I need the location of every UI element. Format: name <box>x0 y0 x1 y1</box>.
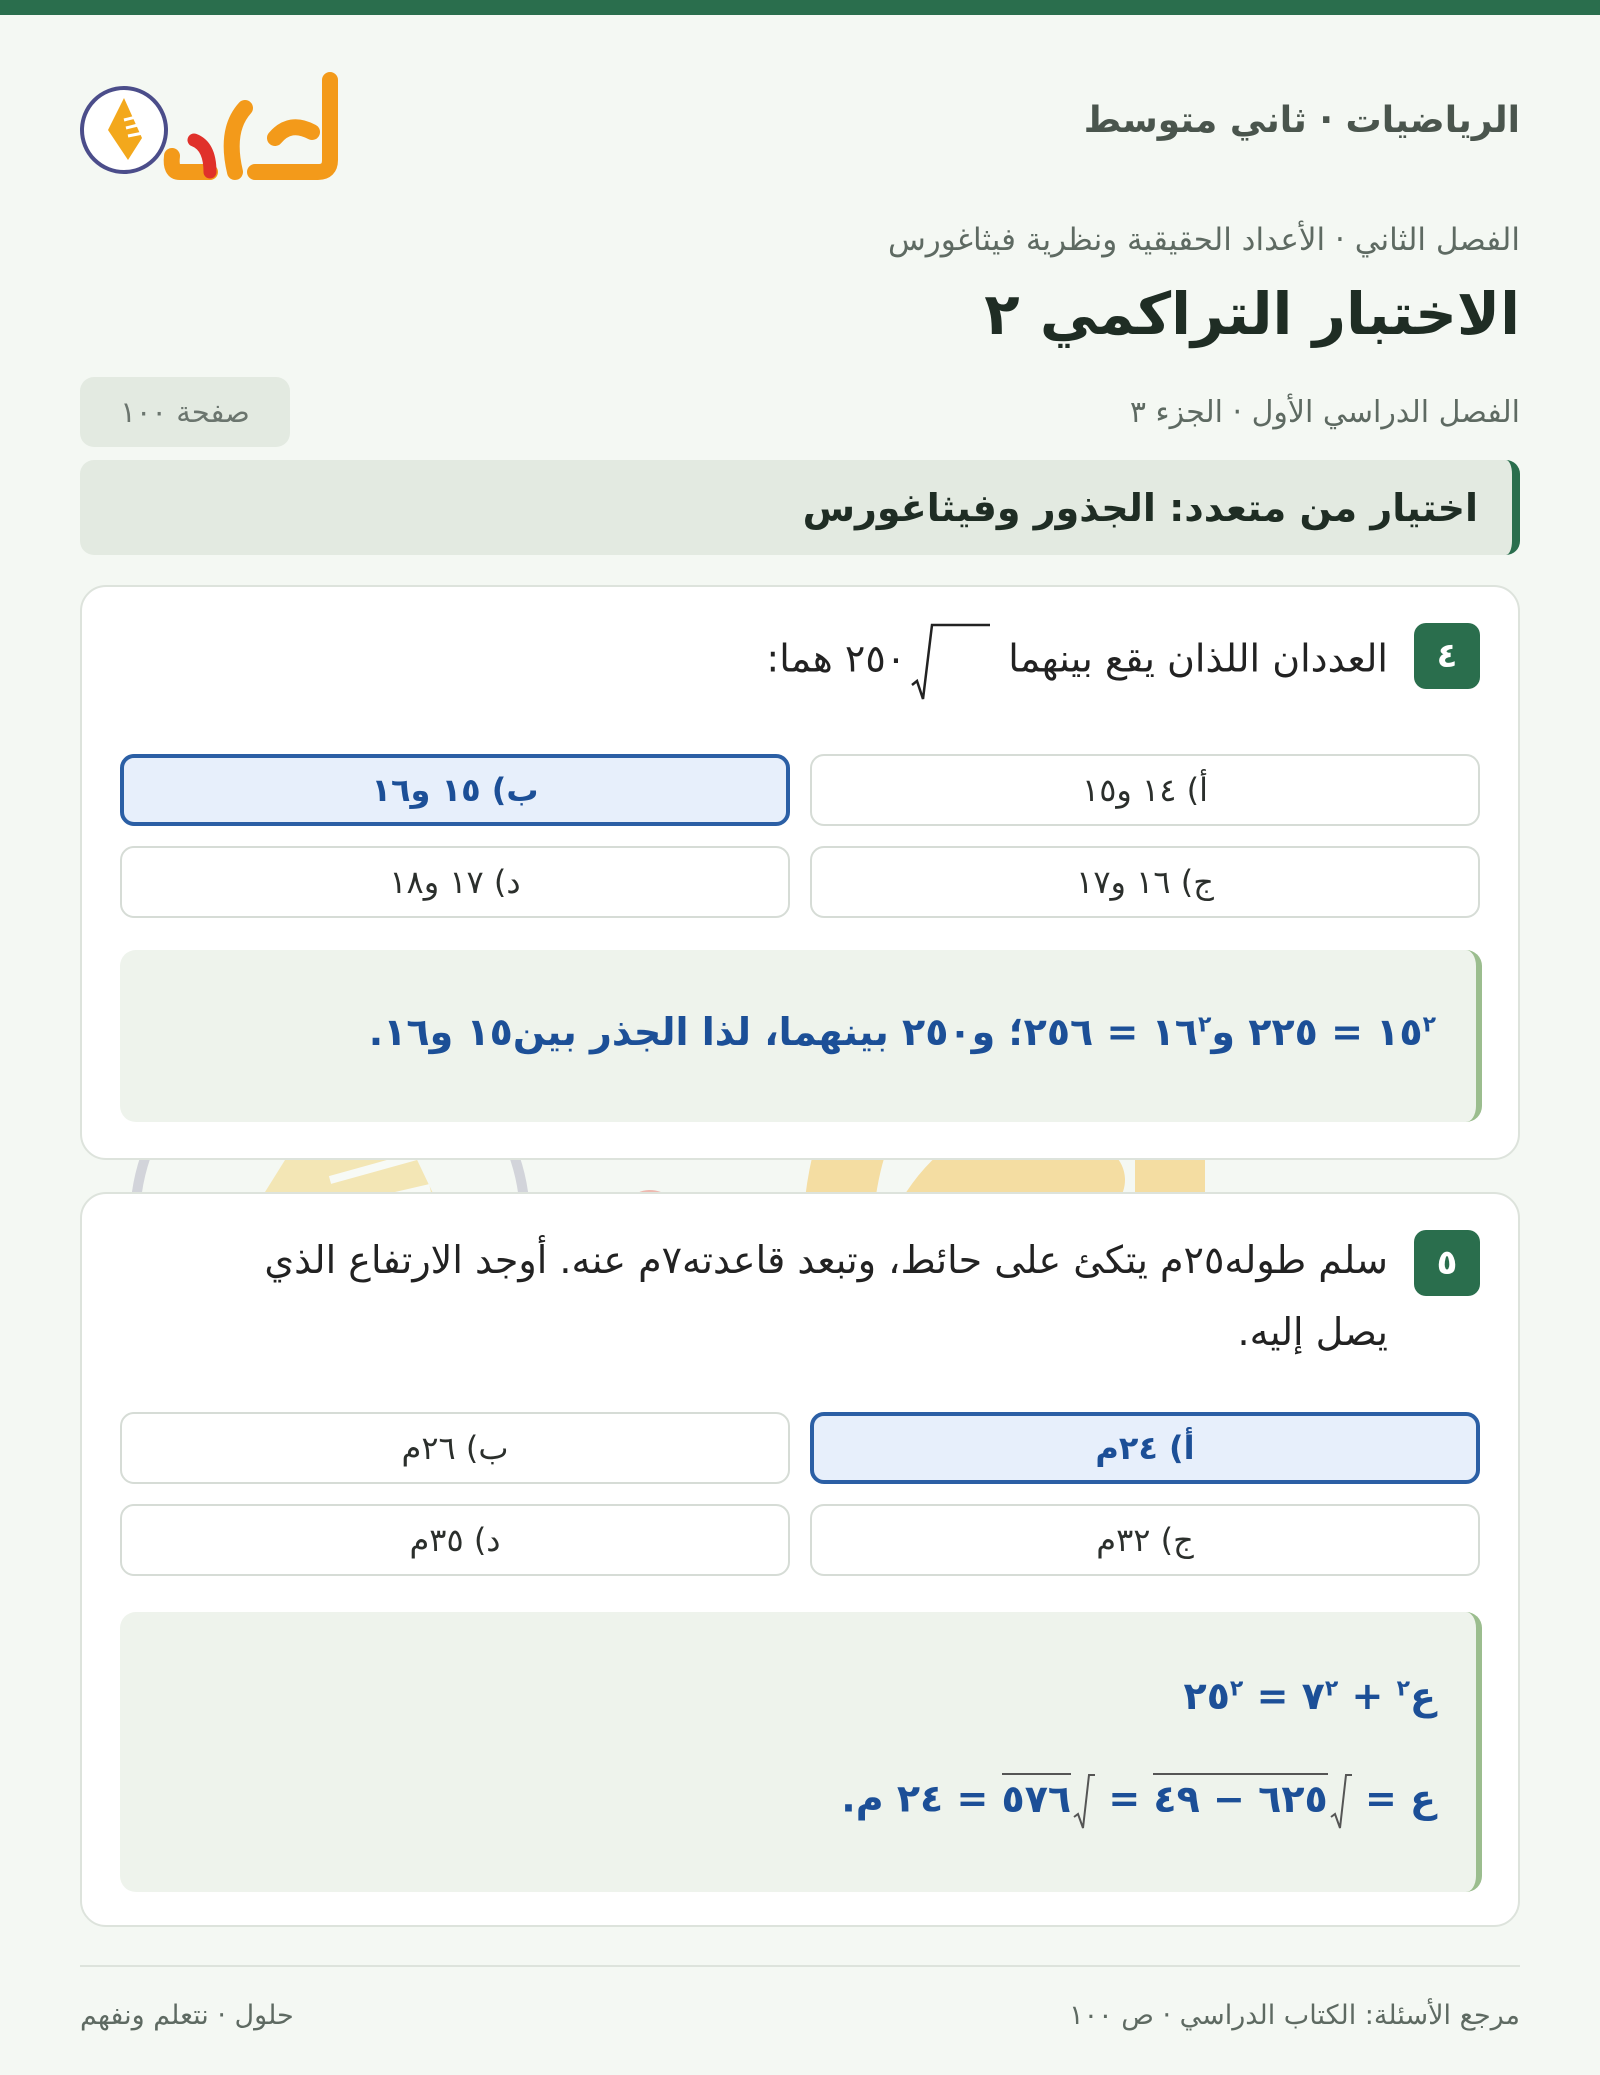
radical-sign <box>1328 1772 1352 1830</box>
superscript: ٢ <box>1197 1012 1212 1038</box>
answer-base-16: ١٦ <box>1151 1010 1198 1054</box>
value-25: ٢٥ <box>1183 1674 1230 1718</box>
question-number-badge: ٥ <box>1414 1230 1480 1296</box>
top-accent-bar <box>0 0 1600 15</box>
answer-box <box>120 950 1482 1122</box>
answer-value-225: ٢٢٥ <box>1248 1010 1318 1054</box>
answer-line-1 <box>1184 1674 1437 1718</box>
equals-sign: = <box>1256 1674 1289 1718</box>
page-number-badge: صفحة ١٠٠ <box>80 377 290 447</box>
option-c[interactable]: ج) ٣٢م <box>810 1504 1480 1576</box>
option-b[interactable]: ب) ٢٦م <box>120 1412 790 1484</box>
final-answer: ٢٤ م. <box>841 1776 944 1821</box>
equals-sign: = <box>1364 1776 1397 1821</box>
answer-line-2 <box>841 1772 1436 1830</box>
value-7: ٧ <box>1301 1674 1325 1718</box>
variable: ع <box>1410 1776 1436 1821</box>
equals-sign: = <box>1331 1010 1363 1054</box>
equals-sign: = <box>956 1776 989 1821</box>
answer-base-15: ١٥ <box>1376 1010 1423 1054</box>
radicand-576: ٥٧٦ <box>1002 1773 1072 1821</box>
option-c[interactable]: ج) ١٦ و١٧ <box>810 846 1480 918</box>
radicand-625-minus-49: ٦٢٥ − ٤٩ <box>1153 1773 1327 1821</box>
section-title: اختيار من متعدد: الجذور وفيثاغورس <box>802 485 1478 530</box>
question-card-5 <box>80 1192 1520 1927</box>
question-text-after: هما: <box>766 636 833 681</box>
equals-sign: = <box>1106 1010 1139 1054</box>
answer-line <box>369 1010 1436 1054</box>
section-header <box>80 460 1520 555</box>
question-text-before: العددان اللذان يقع بينهما <box>1008 636 1388 681</box>
page-header <box>80 60 1520 190</box>
equals-sign: = <box>1108 1776 1141 1821</box>
question-number-badge: ٤ <box>1414 623 1480 689</box>
option-d[interactable]: د) ١٧ و١٨ <box>120 846 790 918</box>
option-a[interactable]: أ) ١٤ و١٥ <box>810 754 1480 826</box>
radical-sign <box>906 621 996 701</box>
question-card-4 <box>80 585 1520 1160</box>
answer-explanation: ؛ و٢٥٠ بينهما، لذا الجذر بين١٥ و١٦. <box>368 1010 1024 1054</box>
superscript: ٢ <box>1396 1676 1411 1702</box>
answer-value-256: ٢٥٦ <box>1023 1010 1094 1054</box>
footer-tagline: حلول · نتعلم ونفهم <box>80 2000 294 2031</box>
variable: ع <box>1410 1674 1436 1718</box>
subject-title: الرياضيات · ثاني متوسط <box>1083 100 1520 141</box>
answer-box <box>120 1612 1482 1892</box>
question-text: سلم طوله٢٥م يتكئ على حائط، وتبعد قاعدته٧م عنه. أوجد الارتفاع الذي يصل إليه. <box>264 1238 1388 1354</box>
superscript: ٢ <box>1422 1012 1436 1038</box>
option-b-selected[interactable]: ب) ١٥ و١٦ <box>120 754 790 826</box>
radicand: ٢٥٠ <box>844 636 907 681</box>
option-d[interactable]: د) ٣٥م <box>120 1504 790 1576</box>
conjunction: و <box>1211 1010 1236 1054</box>
plus-sign: + <box>1351 1674 1384 1718</box>
page-title: الاختبار التراكمي ٢ <box>984 280 1520 348</box>
option-a-selected[interactable]: أ) ٢٤م <box>810 1412 1480 1484</box>
hulul-logo <box>80 60 370 190</box>
term-label: الفصل الدراسي الأول · الجزء ٣ <box>1129 395 1520 430</box>
radical-sign <box>1071 1772 1095 1830</box>
question-text <box>766 621 1388 701</box>
footer-reference: مرجع الأسئلة: الكتاب الدراسي · ص ١٠٠ <box>1069 2000 1520 2031</box>
footer-divider <box>80 1965 1520 1967</box>
chapter-label: الفصل الثاني · الأعداد الحقيقية ونظرية فيثاغورس <box>887 222 1520 258</box>
superscript: ٢ <box>1229 1676 1244 1702</box>
superscript: ٢ <box>1324 1676 1339 1702</box>
